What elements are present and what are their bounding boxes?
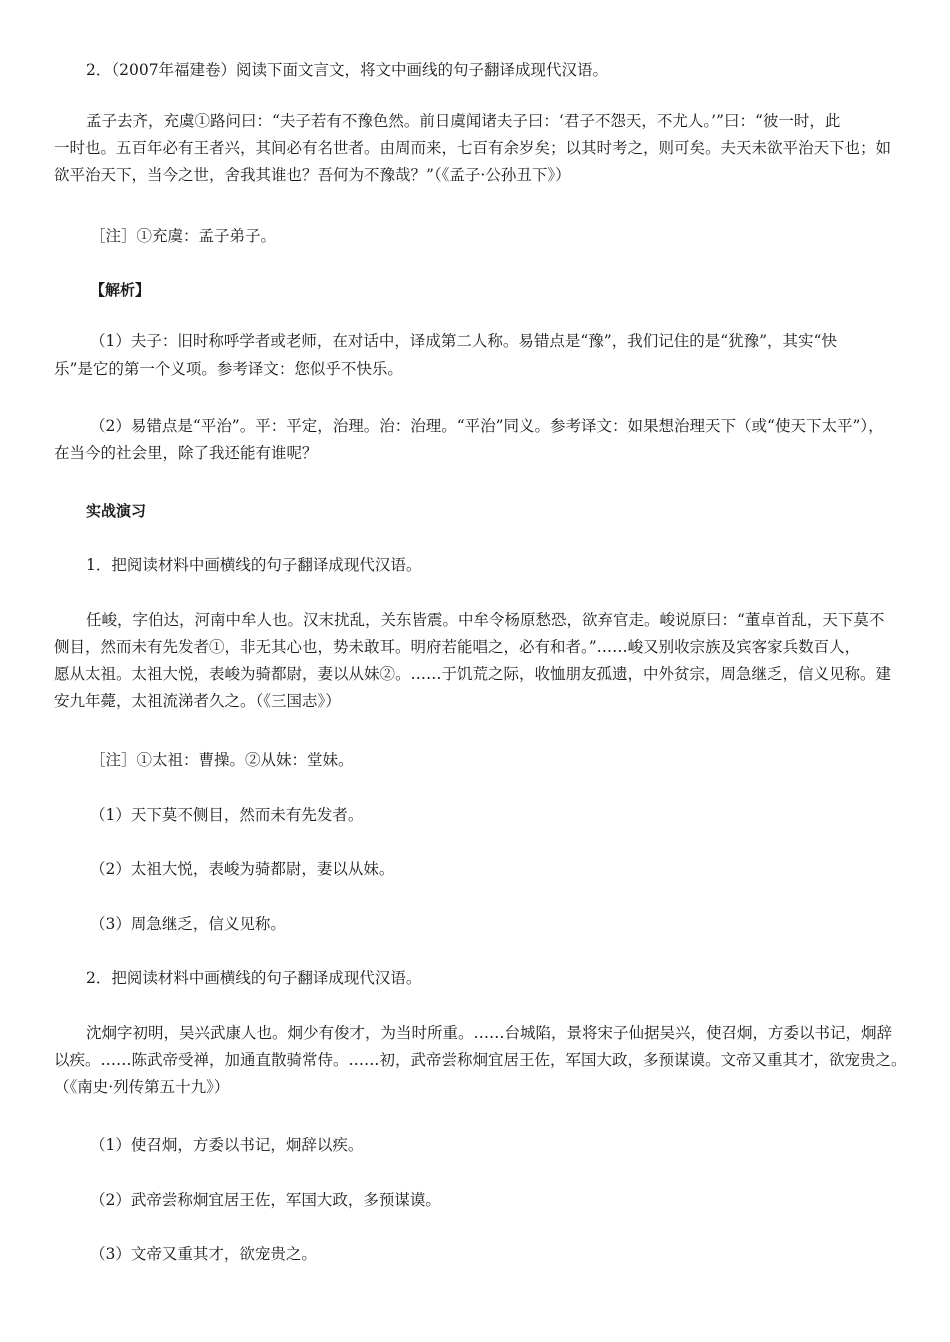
practice-2-item-3: （3）文帝又重其才，欲宠贵之。	[90, 1245, 317, 1263]
practice-1-title: 1．把阅读材料中画横线的句子翻译成现代汉语。	[86, 556, 422, 574]
analysis-heading: 【解析】	[90, 281, 151, 299]
analysis-2	[90, 413, 884, 440]
shenjiong-passage-cont	[54, 1047, 907, 1101]
question-2-title: 2．（2007年福建卷）阅读下面文言文，将文中画线的句子翻译成现代汉语。	[86, 61, 609, 79]
analysis-1	[90, 328, 837, 355]
practice-1-item-2: （2）太祖大悦，表峻为骑都尉，妻以从妹。	[90, 860, 395, 878]
renjun-note: ［注］①太祖：曹操。②从妹：堂妹。	[90, 751, 354, 769]
mengzi-passage-cont	[54, 135, 891, 189]
practice-1-item-3: （3）周急继乏，信义见称。	[90, 915, 286, 933]
passage-line: 侧目，然而未有先发者①，非无其心也，势未敢耳。明府若能唱之，必有和者。”……峻又别收宗族及宾客家兵数百人，	[54, 638, 861, 656]
practice-2-item-1: （1）使召炯，方委以书记，炯辞以疾。	[90, 1136, 364, 1154]
mengzi-passage	[86, 108, 840, 135]
passage-line: 以疾。……陈武帝受禅，加通直散骑常侍。……初，武帝尝称炯宜居王佐，军国大政，多预谋谟。文帝又重其才，欲宠贵之。	[54, 1051, 907, 1069]
passage-line: 一时也。五百年必有王者兴，其间必有名世者。由周而来，七百有余岁矣；以其时考之，则可矣。夫天未欲平治天下也；如	[54, 139, 892, 157]
analysis-line: （1）夫子：旧时称呼学者或老师，在对话中，译成第二人称。易错点是“豫”，我们记住的是“犹豫”，其实“快	[90, 332, 837, 350]
renjun-passage-cont	[54, 634, 891, 715]
analysis-line: （2）易错点是“平治”。平：平定，治理。治：治理。“平治”同义。参考译文：如果想治理天下（或“使天下太平”），	[90, 417, 884, 435]
practice-2-item-2: （2）武帝尝称炯宜居王佐，军国大政，多预谋谟。	[90, 1191, 441, 1209]
practice-2-title: 2．把阅读材料中画横线的句子翻译成现代汉语。	[86, 969, 422, 987]
analysis-1-cont	[54, 356, 403, 383]
analysis-line: 在当今的社会里，除了我还能有谁呢？	[54, 444, 318, 462]
passage-line: 欲平治天下，当今之世，舍我其谁也？吾何为不豫哉？”（《孟子·公孙丑下》）	[54, 166, 571, 184]
passage-line: 沈炯字初明，吴兴武康人也。炯少有俊才，为当时所重。……台城陷，景将宋子仙据吴兴，使召炯，方委以书记，炯辞	[86, 1024, 893, 1042]
mengzi-note: ［注］①充虞：孟子弟子。	[90, 227, 277, 245]
analysis-2-cont	[54, 440, 318, 467]
analysis-line: 乐”是它的第一个义项。参考译文：您似乎不快乐。	[54, 360, 403, 378]
passage-line: 孟子去齐，充虞①路问曰：“夫子若有不豫色然。前日虞闻诸夫子曰：‘君子不怨天，不尤人。’”曰：“彼一时，此	[86, 112, 841, 130]
passage-line: （《南史·列传第五十九》）	[54, 1078, 230, 1096]
shenjiong-passage	[86, 1020, 892, 1047]
practice-heading: 实战演习	[86, 502, 147, 520]
practice-1-item-1: （1）天下莫不侧目，然而未有先发者。	[90, 806, 364, 824]
renjun-passage	[86, 607, 884, 634]
passage-line: 愿从太祖。太祖大悦，表峻为骑都尉，妻以从妹②。……于饥荒之际，收恤朋友孤遗，中外贫宗，周急继乏，信义见称。建	[54, 665, 892, 683]
passage-line: 任峻，字伯达，河南中牟人也。汉末扰乱，关东皆震。中牟令杨原愁恐，欲弃官走。峻说原曰：“董卓首乱，天下莫不	[86, 611, 885, 629]
passage-line: 安九年薨，太祖流涕者久之。（《三国志》）	[54, 692, 341, 710]
